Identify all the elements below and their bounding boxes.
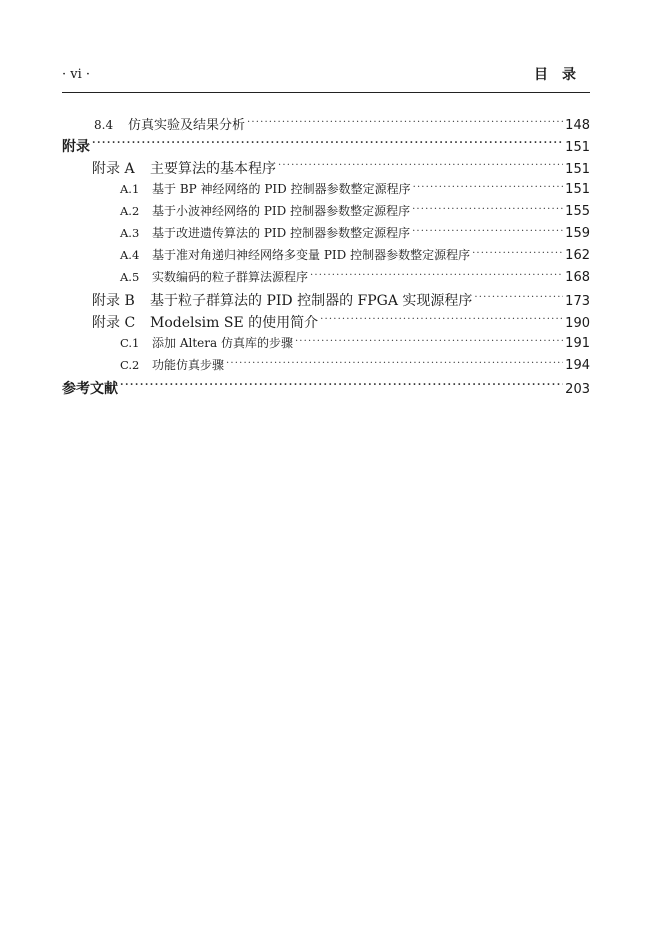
dot-leader	[413, 181, 564, 193]
running-header	[62, 66, 590, 86]
toc-entry-appendix-a	[62, 158, 590, 180]
toc-entry-title: Modelsim SE 的使用简介	[150, 315, 319, 331]
toc-entry-title: 基于小波神经网络的 PID 控制器参数整定源程序	[152, 204, 411, 218]
table-of-contents	[62, 114, 590, 400]
toc-entry-number: A.3	[120, 226, 140, 240]
toc-entry-number: A.4	[120, 248, 140, 262]
dot-leader	[120, 379, 563, 393]
toc-entry-number: 附录 C	[92, 315, 136, 331]
toc-entry-page: 151	[565, 140, 590, 155]
toc-entry-c-2	[62, 356, 590, 378]
toc-entry-page: 148	[565, 118, 590, 133]
toc-entry-a-1	[62, 180, 590, 202]
toc-entry-page: 159	[565, 226, 590, 241]
dot-leader	[247, 116, 563, 129]
toc-entry-references	[62, 378, 590, 400]
toc-entry-title: 基于 BP 神经网络的 PID 控制器参数整定源程序	[152, 182, 411, 196]
toc-entry-title: 仿真实验及结果分析	[128, 118, 246, 133]
toc-entry-appendix	[62, 136, 590, 158]
toc-entry-title: 参考文献	[62, 381, 118, 397]
toc-entry-page: 155	[565, 204, 590, 219]
toc-entry-page: 203	[565, 382, 590, 397]
toc-entry-title: 基于粒子群算法的 PID 控制器的 FPGA 实现源程序	[150, 293, 473, 309]
toc-entry-title: 功能仿真步骤	[152, 358, 225, 372]
toc-entry-a-3	[62, 224, 590, 246]
dot-leader	[474, 291, 563, 305]
toc-entry-number: A.1	[120, 182, 140, 196]
toc-entry-a-2	[62, 202, 590, 224]
dot-leader	[278, 159, 563, 173]
toc-entry-a-4	[62, 246, 590, 268]
toc-entry-title: 基于改进遗传算法的 PID 控制器参数整定源程序	[152, 226, 411, 240]
toc-entry-appendix-b	[62, 290, 590, 312]
dot-leader	[320, 313, 563, 327]
toc-entry-page: 151	[565, 162, 590, 177]
toc-entry-number: A.2	[120, 204, 140, 218]
dot-leader	[310, 269, 563, 281]
toc-entry-page: 194	[565, 358, 590, 373]
dot-leader	[295, 335, 563, 347]
toc-entry-a-5	[62, 268, 590, 290]
toc-entry-number: A.5	[120, 270, 140, 284]
toc-entry-c-1	[62, 334, 590, 356]
page-number-label: · vi ·	[62, 67, 91, 82]
section-title: 目录	[534, 67, 590, 83]
toc-entry-page: 162	[565, 248, 590, 263]
toc-entry-number: C.2	[120, 358, 140, 372]
toc-entry-number: C.1	[120, 336, 140, 350]
dot-leader	[92, 137, 563, 151]
toc-entry-title: 附录	[62, 139, 90, 155]
toc-entry-page: 168	[565, 270, 590, 285]
toc-entry-number: 附录 B	[92, 293, 135, 309]
toc-entry-page: 151	[565, 182, 590, 197]
dot-leader	[472, 247, 563, 259]
toc-entry-page: 191	[565, 336, 590, 351]
header-rule	[62, 92, 590, 93]
toc-entry-number: 8.4	[94, 118, 114, 132]
dot-leader	[412, 225, 563, 237]
toc-entry-page: 173	[565, 294, 590, 309]
toc-entry-title: 主要算法的基本程序	[150, 161, 276, 177]
toc-entry-title: 添加 Altera 仿真库的步骤	[152, 336, 293, 350]
toc-entry-title: 实数编码的粒子群算法源程序	[152, 270, 309, 284]
toc-entry-number: 附录 A	[92, 161, 135, 177]
dot-leader	[412, 203, 563, 215]
toc-entry-title: 基于准对角递归神经网络多变量 PID 控制器参数整定源程序	[152, 248, 471, 262]
toc-entry-page: 190	[565, 316, 590, 331]
dot-leader	[226, 357, 563, 369]
toc-entry-appendix-c	[62, 312, 590, 334]
toc-entry-8-4	[62, 114, 590, 136]
